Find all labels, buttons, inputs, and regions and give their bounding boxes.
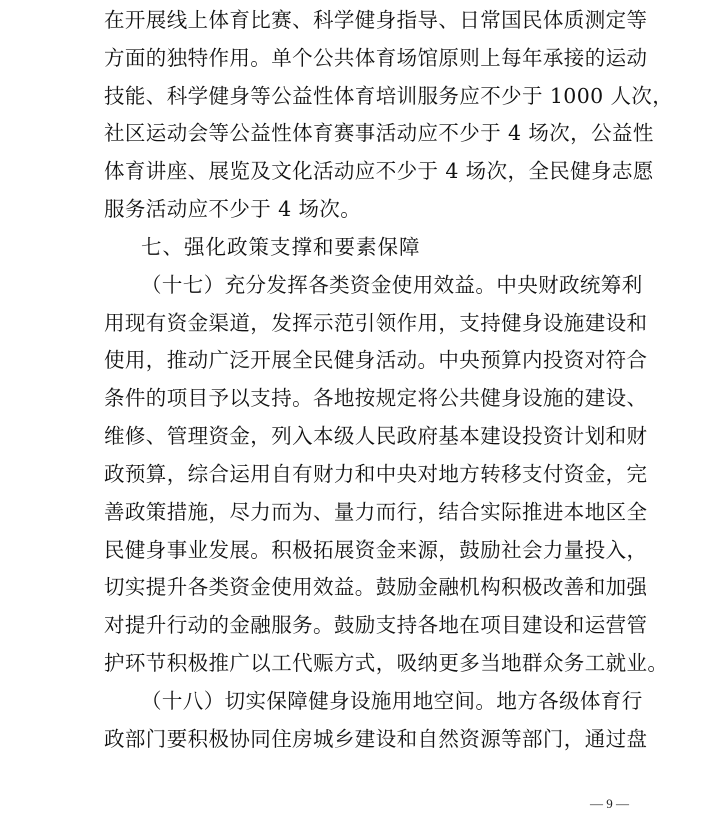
paragraph-heading: （十七）充分发挥各类资金使用效益。 [141,273,497,297]
body-text-line: 善政策措施，尽力而为、量力而行，结合实际推进本地区全 [104,500,648,524]
paragraph-text: 地方各级体育行 [496,689,643,713]
body-text-line: 用现有资金渠道，发挥示范引领作用，支持健身设施建设和 [104,311,648,335]
body-text-line: 对提升行动的金融服务。鼓励支持各地在项目建设和运营管 [104,613,648,637]
paragraph-text: 中央财政统筹利 [496,273,643,297]
paragraph-first-line [141,683,643,719]
body-text-line: 民健身事业发展。积极拓展资金来源，鼓励社会力量投入， [104,538,648,562]
paragraph-heading: （十八）切实保障健身设施用地空间。 [141,689,497,713]
body-text-line: 技能、科学健身等公益性体育培训服务应不少于 1000 人次， [104,84,674,108]
body-text-line: 体育讲座、展览及文化活动应不少于 4 场次，全民健身志愿 [104,159,654,183]
body-text-line: 使用，推动广泛开展全民健身活动。中央预算内投资对符合 [104,348,648,372]
body-text-line: 护环节积极推广以工代赈方式，吸纳更多当地群众务工就业。 [104,651,669,675]
body-text-line: 条件的项目予以支持。各地按规定将公共健身设施的建设、 [104,386,648,410]
body-text-line: 切实提升各类资金使用效益。鼓励金融机构积极改善和加强 [104,575,648,599]
body-text-line: 政部门要积极协同住房城乡建设和自然资源等部门，通过盘 [104,727,648,751]
paragraph-first-line [141,267,643,303]
body-text-line: 维修、管理资金，列入本级人民政府基本建设投资计划和财 [104,424,648,448]
body-text-line: 政预算，综合运用自有财力和中央对地方转移支付资金，完 [104,462,648,486]
page-number: — 9 — [590,796,629,811]
body-text-line: 方面的独特作用。单个公共体育场馆原则上每年承接的运动 [104,46,648,70]
body-text-line: 服务活动应不少于 4 场次。 [104,197,362,221]
section-heading: 七、强化政策支撑和要素保障 [141,235,421,259]
body-text-line: 在开展线上体育比赛、科学健身指导、日常国民体质测定等 [104,8,648,32]
body-text-line: 社区运动会等公益性体育赛事活动应不少于 4 场次，公益性 [104,121,654,145]
